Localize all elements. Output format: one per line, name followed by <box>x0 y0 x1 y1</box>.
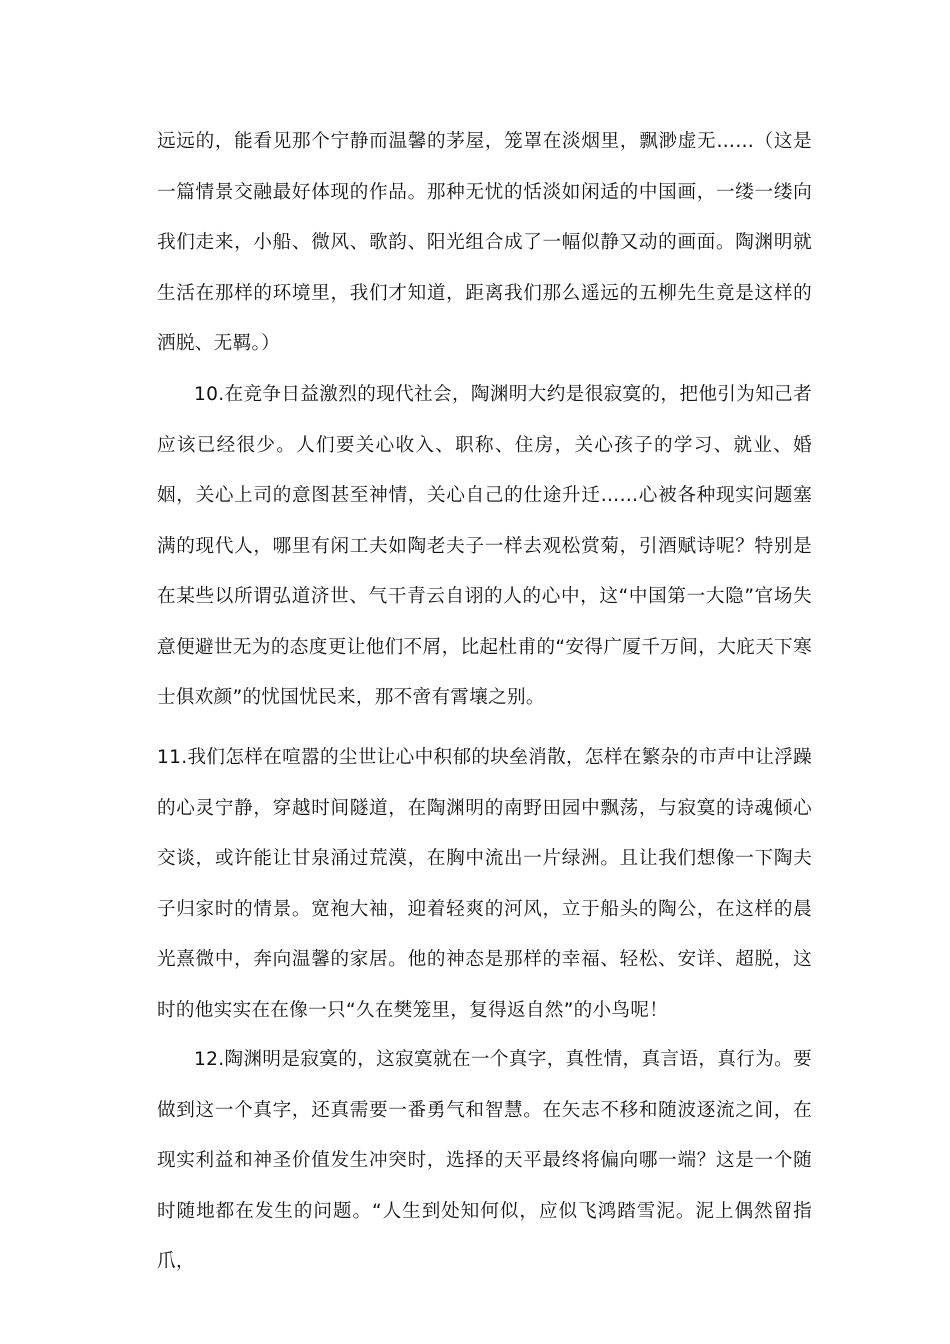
paragraph-12 <box>157 1035 812 1288</box>
paragraph-11 <box>157 733 812 1036</box>
paragraph-text: 12.陶渊明是寂寞的，这寂寞就在一个真字，真性情，真言语，真行为。要做到这一个真字，还真需要一番勇气和智慧。在矢志不移和随波逐流之间，在现实利益和神圣价值发生冲突时，选择的天平最终将偏向哪一端？这是一个随时随地都在发生的问题。“人生到处知何似，应似飞鸿踏雪泥。泥上偶然留指爪， <box>157 1049 812 1272</box>
paragraph-text: 10.在竞争日益激烈的现代社会，陶渊明大约是很寂寞的，把他引为知己者应该已经很少。人们要关心收入、职称、住房，关心孩子的学习、就业、婚姻，关心上司的意图甚至神情，关心自己的仕途升迁……心被各种现实问题塞满的现代人，哪里有闲工夫如陶老夫子一样去观松赏菊，引酒赋诗呢？特别是在某些以所谓弘道济世、气干青云自诩的人的心中，这“中国第一大隐”官场失意便避世无为的态度更让他们不屑，比起杜甫的“安得广厦千万间，大庇天下寒士俱欢颜”的忧国忧民来，那不啻有霄壤之别。 <box>157 384 812 708</box>
paragraph-continuation <box>157 117 812 370</box>
paragraph-text: 11.我们怎样在喧嚣的尘世让心中积郁的块垒消散，怎样在繁杂的市声中让浮躁的心灵宁静，穿越时间隧道，在陶渊明的南野田园中飘荡，与寂寞的诗魂倾心交谈，或许能让甘泉涌过荒漠，在胸中流出一片绿洲。且让我们想像一下陶夫子归家时的情景。宽袍大袖，迎着轻爽的河风，立于船头的陶公，在这样的晨光熹微中，奔向温馨的家居。他的神态是那样的幸福、轻松、安详、超脱，这时的他实实在在像一只“久在樊笼里，复得返自然”的小鸟呢！ <box>157 747 812 1021</box>
paragraph-10 <box>157 370 812 724</box>
paragraph-text: 远远的，能看见那个宁静而温馨的茅屋，笼罩在淡烟里，飘渺虚无……（这是一篇情景交融最好体现的作品。那种无忧的恬淡如闲适的中国画，一缕一缕向我们走来，小船、微风、歌韵、阳光组合成了一幅似静又动的画面。陶渊明就生活在那样的环境里，我们才知道，距离我们那么遥远的五柳先生竟是这样的洒脱、无羁。） <box>157 131 812 354</box>
